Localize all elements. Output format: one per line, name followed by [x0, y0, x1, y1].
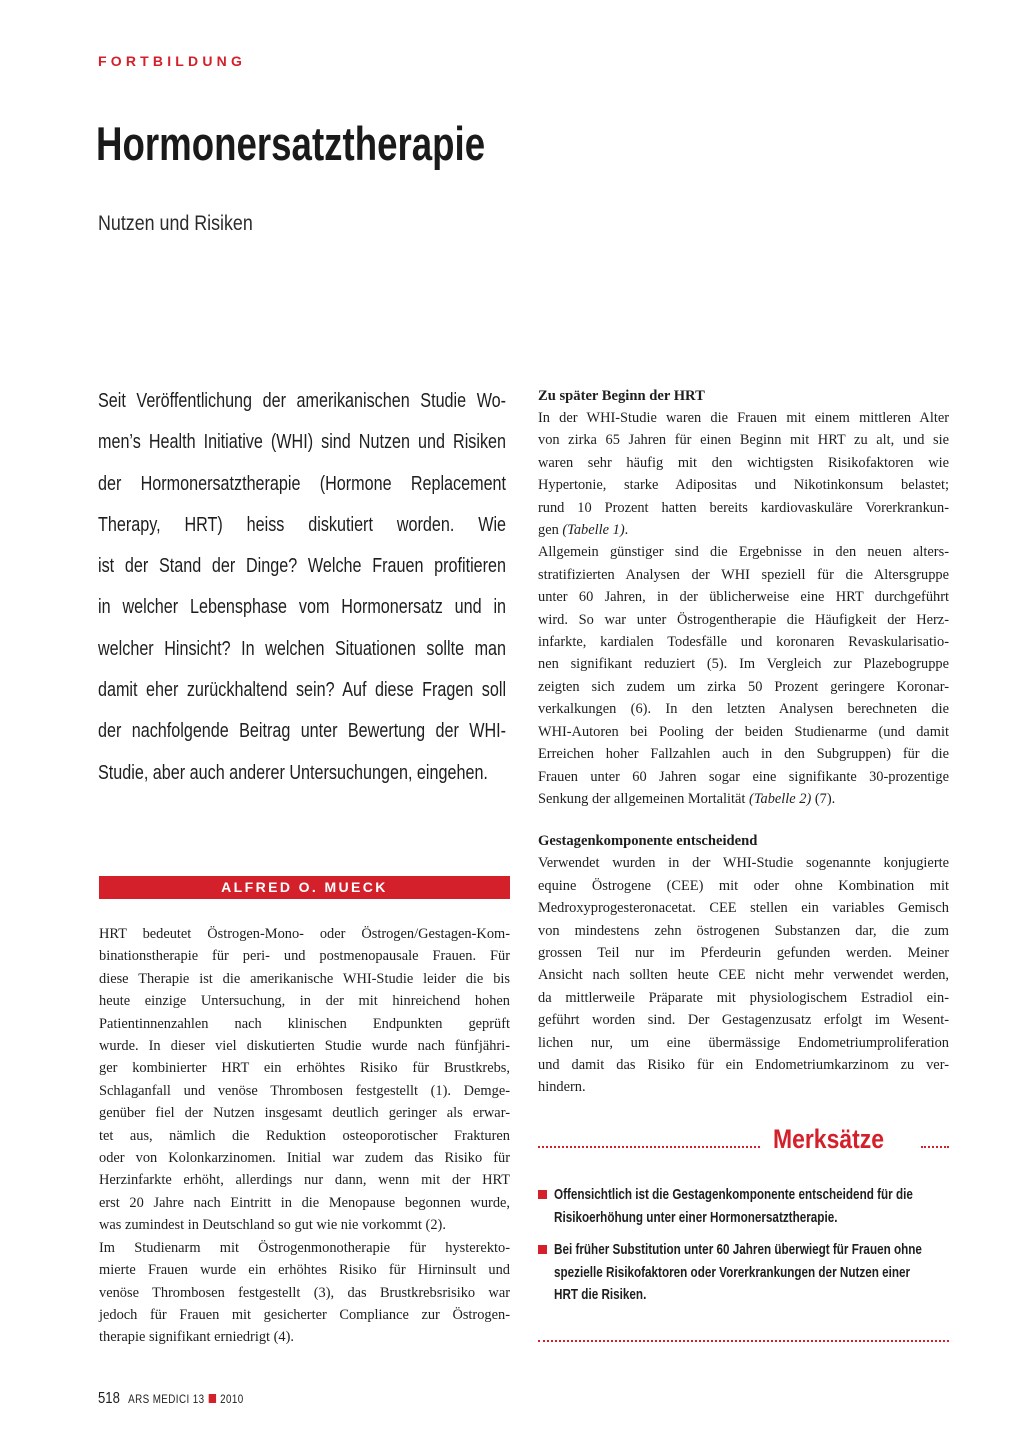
text-line: hindern. [538, 1079, 586, 1096]
merksatz-text [554, 1184, 913, 1229]
text-line: Im Studienarm mit Östrogenmonotherapie für hysterekto- [99, 1239, 510, 1256]
table-reference: (Tabelle 2) [749, 790, 812, 807]
square-bullet-icon [538, 1245, 547, 1254]
dotted-rule [538, 1340, 949, 1342]
text-line: ger kombinierter HRT ein erhöhtes Risiko für Brustkrebs, [99, 1060, 510, 1077]
text-line: von mindestens zehn östrogenen Substanzen dar, die zum [538, 922, 949, 939]
text-line: mierte Frauen wurde ein erhöhtes Risiko für Hirninsult und [99, 1262, 510, 1279]
text-line: Bei früher Substitution unter 60 Jahren überwiegt für Frauen ohne [554, 1241, 922, 1258]
text-line: Risikoerhöhung unter einer Hormonersatztherapie. [554, 1208, 838, 1226]
text-line: binationstherapie für peri- und postmenopausale Frauen. Für [99, 948, 510, 965]
journal-year: 2010 [220, 1392, 244, 1406]
lead-line: welcher Hinsicht? In welchen Situationen sollte man [98, 637, 507, 660]
text-line: unter 60 Jahren, in der üblicherweise eine HRT durchgeführt [538, 589, 949, 606]
left-column-text [99, 923, 510, 1349]
journal-name: ARS MEDICI 13 [128, 1392, 205, 1406]
lead-line: der Hormonersatztherapie (Hormone Replacement [98, 472, 507, 495]
text-line: tet aus, nämlich die Reduktion osteoporotischer Frakturen [99, 1127, 510, 1144]
square-bullet-icon [538, 1190, 547, 1199]
text-line: Frauen unter 60 Jahren sogar eine signifikante 30-prozentige [538, 768, 949, 785]
text-line: Patientinnenzahlen nach klinischen Endpunkten geprüft [99, 1015, 510, 1032]
text-line: venöse Thrombosen festgestellt (3), das Brustkrebsrisiko war [99, 1284, 510, 1301]
text-line: Schlaganfall und venöse Thrombosen festgestellt (1). Demge- [99, 1082, 510, 1099]
page-number: 518 [98, 1390, 120, 1407]
text-line: infarkte, kardialen Todesfälle und koronaren Revaskularisatio- [538, 634, 949, 651]
merksaetze-list [538, 1184, 958, 1317]
text-line: genüber fiel der Nutzen insgesamt deutlich geringer als erwar- [99, 1105, 510, 1122]
text-line: verkalkungen (6). In den letzten Analysen berechneten die [538, 701, 949, 718]
article-subtitle: Nutzen und Risiken [98, 212, 253, 235]
lead-line: in welcher Lebensphase vom Hormonersatz und in [98, 596, 507, 619]
text-line: HRT die Risiken. [554, 1286, 647, 1303]
text-line: waren sehr häufig mit den wichtigsten Risikofaktoren wie [538, 454, 949, 471]
right-column-text [538, 385, 949, 1099]
text-line: therapie signifikant erniedrigt (4). [99, 1329, 295, 1346]
dotted-rule [538, 1146, 760, 1148]
text-line: In der WHI-Studie waren die Frauen mit einem mittleren Alter [538, 410, 949, 426]
text-line: stratifizierten Analysen der WHI speziell für die Altersgruppe [538, 566, 949, 583]
text-line: da mittlerweile Präparate mit physiologischem Estradiol ein- [538, 989, 949, 1006]
section-heading: Gestagenkomponente entscheidend [538, 833, 758, 850]
text-line: wird. So war unter Östrogentherapie die Häufigkeit der Herz- [538, 611, 949, 628]
text-line: heute einzige Untersuchung, in der mit hinreichend hohen [99, 993, 510, 1010]
text-line: zeigten sich zudem um zirka 50 Prozent geringere Koronar- [538, 678, 949, 695]
lead-line: Studie, aber auch anderer Untersuchungen, eingehen. [98, 761, 488, 784]
text-line: Hypertonie, starke Adipositas und Nikotinkonsum belastet; [538, 477, 949, 494]
merksatz-item [538, 1184, 958, 1229]
lead-line: der nachfolgende Beitrag unter Bewertung der WHI- [98, 720, 507, 743]
merksaetze-header [538, 1124, 949, 1160]
lead-paragraph [98, 381, 506, 794]
text-line: Allgemein günstiger sind die Ergebnisse in den neuen alters- [538, 544, 949, 561]
text-line [538, 788, 949, 810]
text-line: rund 10 Prozent hatten bereits kardiovaskuläre Vorerkrankun- [538, 499, 949, 516]
merksatz-item [538, 1239, 958, 1307]
text-line: gen (Tabelle 1). [538, 522, 629, 539]
text-line: wurde. In dieser viel diskutierten Studie wurde nach fünfjähri- [99, 1038, 510, 1055]
text-line: geführt worden sind. Der Gestagenzusatz erfolgt im Wesent- [538, 1012, 949, 1029]
lead-line: men’s Health Initiative (WHI) sind Nutzen und Risiken [98, 431, 507, 454]
text-line: oder von Kolonkarzinomen. Initial war zudem das Risiko für [99, 1150, 510, 1167]
lead-line: damit eher zurückhaltend sein? Auf diese Fragen soll [98, 679, 507, 702]
lead-line: Seit Veröffentlichung der amerikanischen Studie Wo- [98, 390, 507, 412]
lead-line: ist der Stand der Dinge? Welche Frauen profitieren [98, 555, 507, 578]
text-line: Verwendet wurden in der WHI-Studie sogenannte konjugierte [538, 855, 949, 872]
text-line: Offensichtlich ist die Gestagenkomponente entscheidend für die [554, 1186, 913, 1203]
text-line: WHI-Autoren bei Pooling der beiden Studienarme (und damit [538, 723, 949, 740]
lead-line: Therapy, HRT) heiss diskutiert worden. Wie [98, 513, 507, 536]
text-line: nen signifikant reduziert (5). Im Vergleich zur Plazebogruppe [538, 656, 949, 673]
text-line: und damit das Risiko für ein Endometriumkarzinom zu ver- [538, 1056, 949, 1073]
text-run: Senkung der allgemeinen Mortalität [538, 790, 746, 807]
dotted-rule [921, 1146, 949, 1148]
text-run: gen [538, 522, 559, 539]
author-bar: ALFRED O. MUECK [99, 876, 510, 899]
text-line: jedoch für Frauen mit gesicherter Compliance zur Östrogen- [99, 1306, 510, 1323]
text-line: was zumindest in Deutschland so gut wie nie vorkommt (2). [99, 1217, 446, 1234]
text-line: HRT bedeutet Östrogen-Mono- oder Östrogen/Gestagen-Kom- [99, 926, 510, 942]
text-line: diese Therapie ist die amerikanische WHI-Studie leider die bis [99, 970, 510, 987]
section-heading: Zu später Beginn der HRT [538, 388, 705, 404]
text-line: lichen nur, um eine übermässige Endometriumproliferation [538, 1034, 949, 1051]
page-footer [98, 1390, 244, 1408]
article-title: Hormonersatztherapie [96, 117, 486, 170]
merksatz-text [554, 1239, 922, 1307]
citation: (7). [814, 790, 836, 807]
text-line: Ansicht nach sollten heute CEE nicht mehr verwendet werden, [538, 967, 949, 984]
text-line: grossen Teil nur im Pferdeurin gefunden werden. Meiner [538, 944, 949, 961]
text-line: von zirka 65 Jahren für einen Beginn mit HRT zu alt, und sie [538, 432, 949, 449]
text-line: Herzinfarkte erhöht, allerdings nur dann, wenn mit der HRT [99, 1172, 510, 1189]
section-label: FORTBILDUNG [98, 53, 247, 69]
square-separator-icon [209, 1394, 216, 1403]
text-line: equine Östrogene (CEE) mit oder ohne Kombination mit [538, 877, 949, 894]
table-reference: (Tabelle 1) [562, 522, 625, 539]
text-line: Erreichen hoher Fallzahlen auch in den Subgruppen) für die [538, 746, 949, 763]
text-line: erst 20 Jahre nach Eintritt in die Menopause begonnen wurde, [99, 1194, 510, 1211]
text-line: spezielle Risikofaktoren oder Vorerkrankungen der Nutzen einer [554, 1263, 911, 1281]
text-line: Medroxyprogesteronacetat. CEE stellen ein variables Gemisch [538, 900, 949, 917]
merksaetze-title: Merksätze [773, 1124, 884, 1154]
